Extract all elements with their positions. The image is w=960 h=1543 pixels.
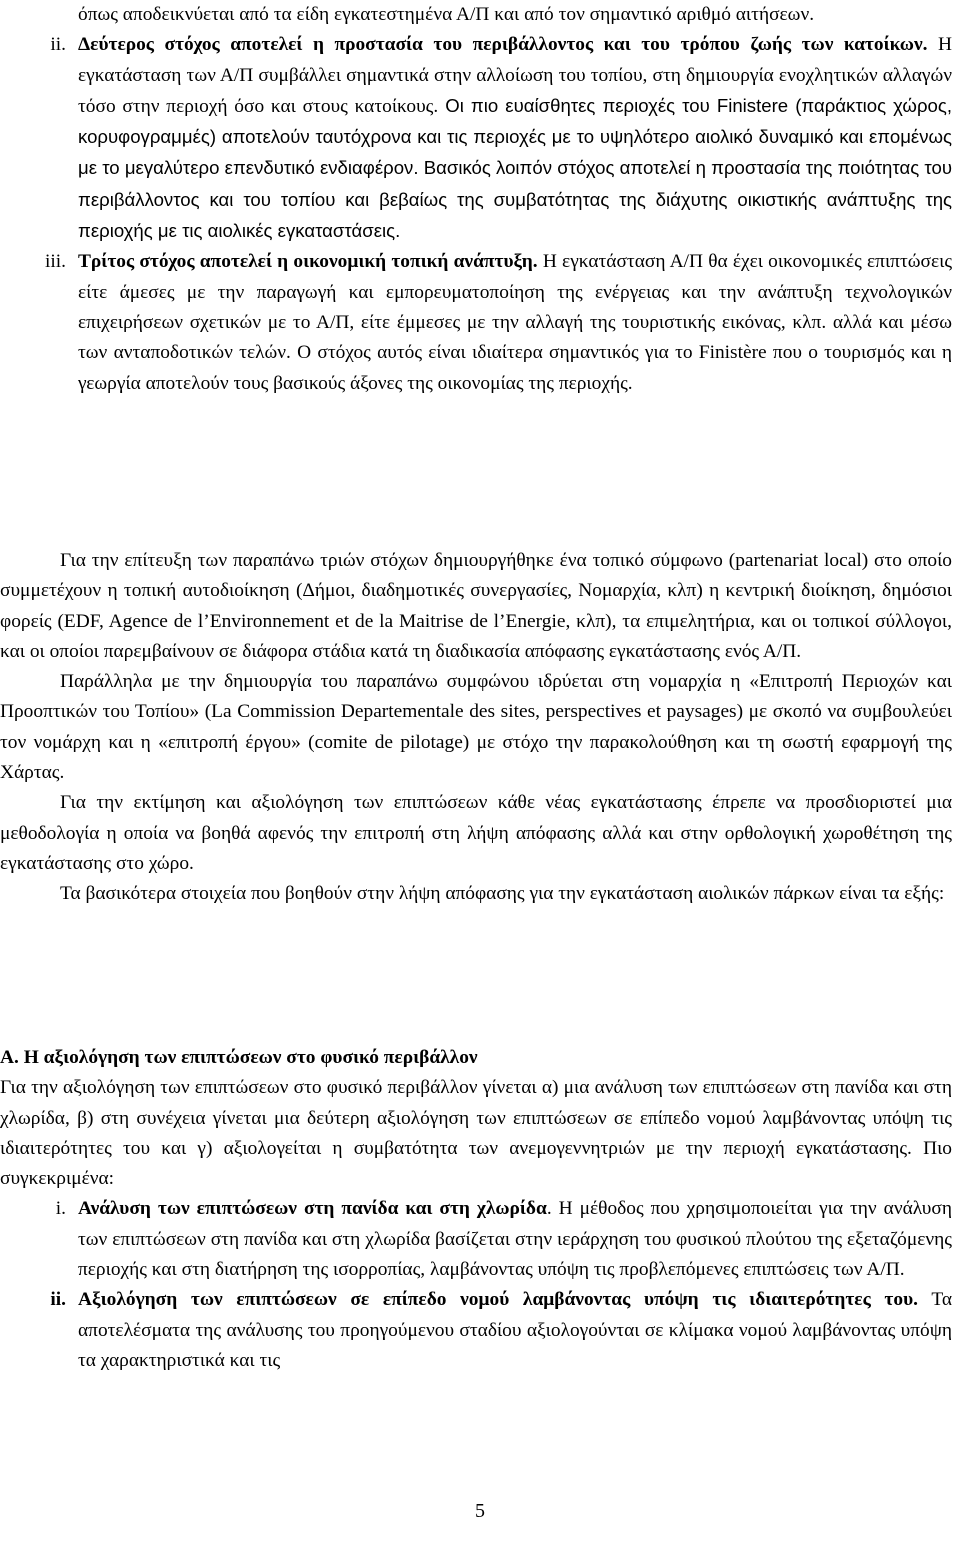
list-item-bold-title: Δεύτερος στόχος αποτελεί η προστασία του περιβάλλοντος και του τρόπου ζωής των κατοίκων. — [78, 34, 928, 56]
body-paragraphs — [0, 546, 956, 910]
list-item-number: i. — [55, 1198, 66, 1220]
list-item-text: Η εγκατάσταση των Α/Π συμβάλλει σημαντικά στην αλλοίωση του τοπίου, στη δημιουργία ενοχλητικών αλλαγών τόσο στην περιοχή όσο και στους κατοίκους. — [78, 34, 952, 117]
page-number: 5 — [475, 1500, 485, 1522]
list-item-ii — [0, 30, 956, 247]
list-item-number: iii. — [44, 251, 66, 273]
list-item-iii — [0, 247, 956, 398]
list-item-text: Η εγκατάσταση Α/Π θα έχει οικονομικές επιπτώσεις είτε άμεσες με την παραγωγή και εμπορευματοποίηση της ενέργειας και την ανάπτυξη τεχνολογικών επιχειρήσεων σχετικών με το Α/Π, είτε έμμεσες με την αλλαγή της τουριστικής εικόνας, κλπ. αλλά και μέσω των ανταποδοτικών τελών. Ο στόχος αυτός είναι ιδιαίτερα σημαντικός για το Finistère που ο τουρισμός και η γεωργία αποτελούν τους βασικούς άξονες της οικονομίας της περιοχής. — [78, 251, 952, 394]
objectives-list — [0, 0, 956, 399]
list-item-bold-title: Αξιολόγηση των επιπτώσεων σε επίπεδο νομού λαμβάνοντας υπόψη τις ιδιαιτερότητες του. — [78, 1289, 918, 1311]
list-item-continuation — [0, 0, 956, 30]
list-item-bold-title: Τρίτος στόχος αποτελεί η οικονομική τοπική ανάπτυξη. — [78, 251, 538, 273]
section-heading: Α. Η αξιολόγηση των επιπτώσεων στο φυσικό περιβάλλον — [0, 1047, 478, 1068]
list-item-number: ii. — [50, 34, 66, 56]
list-item-text: όπως αποδεικνύεται από τα είδη εγκατεστημένα Α/Π και από τον σημαντικό αριθμό αιτήσεων. — [78, 4, 815, 25]
list-item-ii — [0, 1285, 956, 1376]
paragraph-committees: Παράλληλα με την δημιουργία του παραπάνω συμφώνου ιδρύεται στη νομαρχία η «Επιτροπή Περιοχών και Προοπτικών του Τοπίου» (La Commission Departementale des sites, perspectives et paysages) με σκοπό να συμβουλεύει τον νομάρχη και η «επιτροπή έργου» (comite de pilotage) με στόχο την παρακολούθηση και τη σωστή εφαρμογή της Χάρτας. — [0, 671, 952, 784]
paragraph-methodology: Για την εκτίμηση και αξιολόγηση των επιπτώσεων κάθε νέας εγκατάστασης έπρεπε να προσδιοριστεί μια μεθοδολογία η οποία να βοηθά αφενός την επιτροπή στη λήψη απόφασης αλλά και στην ορθολογική χωροθέτηση της εγκατάστασης στο χώρο. — [0, 792, 952, 874]
list-item-text: . Η μέθοδος που χρησιμοποιείται για την ανάλυση των επιπτώσεων στη πανίδα και στη χλωρίδα βασίζεται στην ιεράρχηση του φυσικού πλούτου της εξεταζόμενης περιοχής και στη διατήρηση της ισορροπίας, λαμβάνοντας υπόψη τις προβλεπόμενες επιπτώσεις των Α/Π. — [78, 1198, 952, 1281]
paragraph-partnership: Για την επίτευξη των παραπάνω τριών στόχων δημιουργήθηκε ένα τοπικό σύμφωνο (partenariat local) στο οποίο συμμετέχουν η τοπική αυτοδιοίκηση (Δήμοι, διαδημοτικές συνεργασίες, Νομαρχία, κλπ) η κεντρική διοίκηση, δημόσιοι φορείς (EDF, Agence de l’Environnement et de la Maitrise de l’Energie, κλπ), τα επιμελητήρια, και οι τοπικοί σύλλογοι, και οι οποίοι παρεμβαίνουν σε διάφορα στάδια κατά τη διαδικασία απόφασης εγκατάστασης ενός Α/Π. — [0, 550, 952, 662]
list-item-text-sans: Οι πιο ευαίσθητες περιοχές του Finistere (παράκτιος χώρος, κορυφογραμμές) αποτελούν ταυτόχρονα και τις περιοχές με το υψηλότερο αιολικό δυναμικό και επομένως με το μεγαλύτερο επενδυτικό ενδιαφέρον. Βασικός λοιπόν στόχος αποτελεί η προστασία της ποιότητας του περιβάλλοντος και του τοπίου και βεβαίως της συμβατότητας της διάχυτης οικιστικής ανάπτυξης της περιοχής με τις αιολικές εγκαταστάσεις. — [78, 94, 952, 242]
list-item-bold-title: Ανάλυση των επιπτώσεων στη πανίδα και στη χλωρίδα — [78, 1198, 547, 1220]
list-item-number: ii. — [50, 1289, 66, 1311]
list-item-text: Τα αποτελέσματα της ανάλυσης του προηγούμενου σταδίου αξιολογούνται σε κλίμακα νομού λαμβάνοντας υπόψη τα χαρακτηριστικά και τις — [78, 1289, 952, 1371]
list-item-i — [0, 1194, 956, 1285]
section-intro: Για την αξιολόγηση των επιπτώσεων στο φυσικό περιβάλλον γίνεται α) μια ανάλυση των επιπτώσεων στη πανίδα και στη χλωρίδα, β) στη συνέχεια γίνεται μια δεύτερη αξιολόγηση των επιπτώσεων σε επίπεδο νομού λαμβάνοντας υπόψη τις ιδιαιτερότητες του και γ) αξιολογείται η συμβατότητα των ανεμογεννητριών με την περιοχή εγκατάστασης. Πιο συγκεκριμένα: — [0, 1077, 952, 1190]
paragraph-key-elements: Τα βασικότερα στοιχεία που βοηθούν στην λήψη απόφασης για την εγκατάσταση αιολικών πάρκων είναι τα εξής: — [60, 883, 945, 905]
section-a — [0, 1043, 956, 1376]
